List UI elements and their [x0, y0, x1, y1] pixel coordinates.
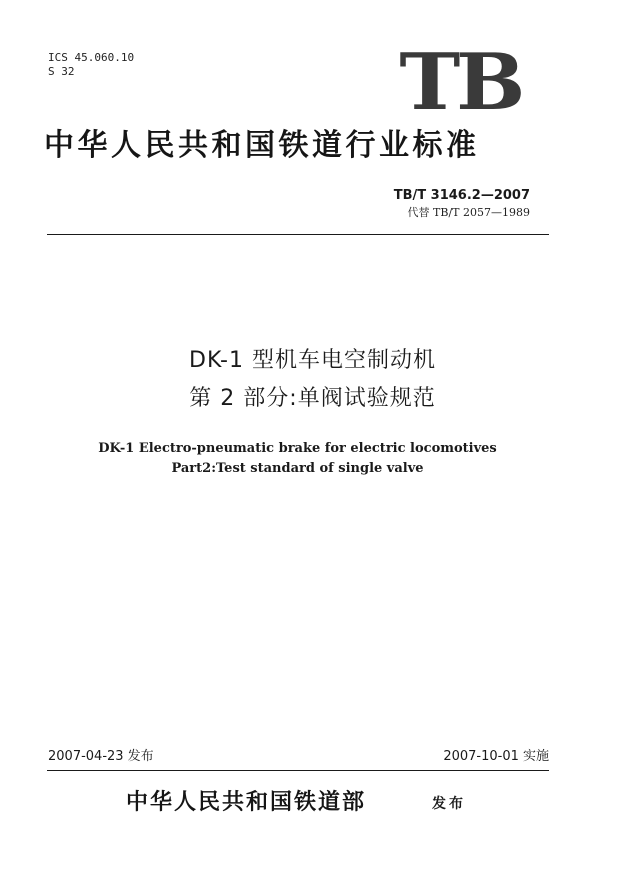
top-divider: [47, 234, 549, 235]
implementation-date: 2007-10-01 实施: [443, 749, 549, 764]
bottom-divider: [47, 770, 549, 771]
title-en-line2: Part2:Test standard of single valve: [171, 461, 424, 476]
ccs-code: S 32: [48, 65, 75, 78]
title-en-line1: DK-1 Electro-pneumatic brake for electric locomotives: [98, 441, 497, 456]
ics-code: ICS 45.060.10: [48, 51, 135, 64]
title-cn-line2: 第 2 部分:单阀试验规范: [189, 386, 436, 411]
org-title: 中华人民共和国铁道行业标准: [44, 128, 480, 163]
issuer-org: 中华人民共和国铁道部: [126, 789, 367, 815]
standard-number: TB/T 3146.2—2007: [393, 188, 530, 203]
title-cn-line1: DK-1 型机车电空制动机: [189, 348, 436, 373]
tb-logo: TB: [399, 37, 522, 128]
issuer-verb: 发布: [432, 796, 466, 812]
issue-date: 2007-04-23 发布: [48, 749, 154, 764]
standard-replaces: 代替 TB/T 2057—1989: [407, 206, 530, 219]
